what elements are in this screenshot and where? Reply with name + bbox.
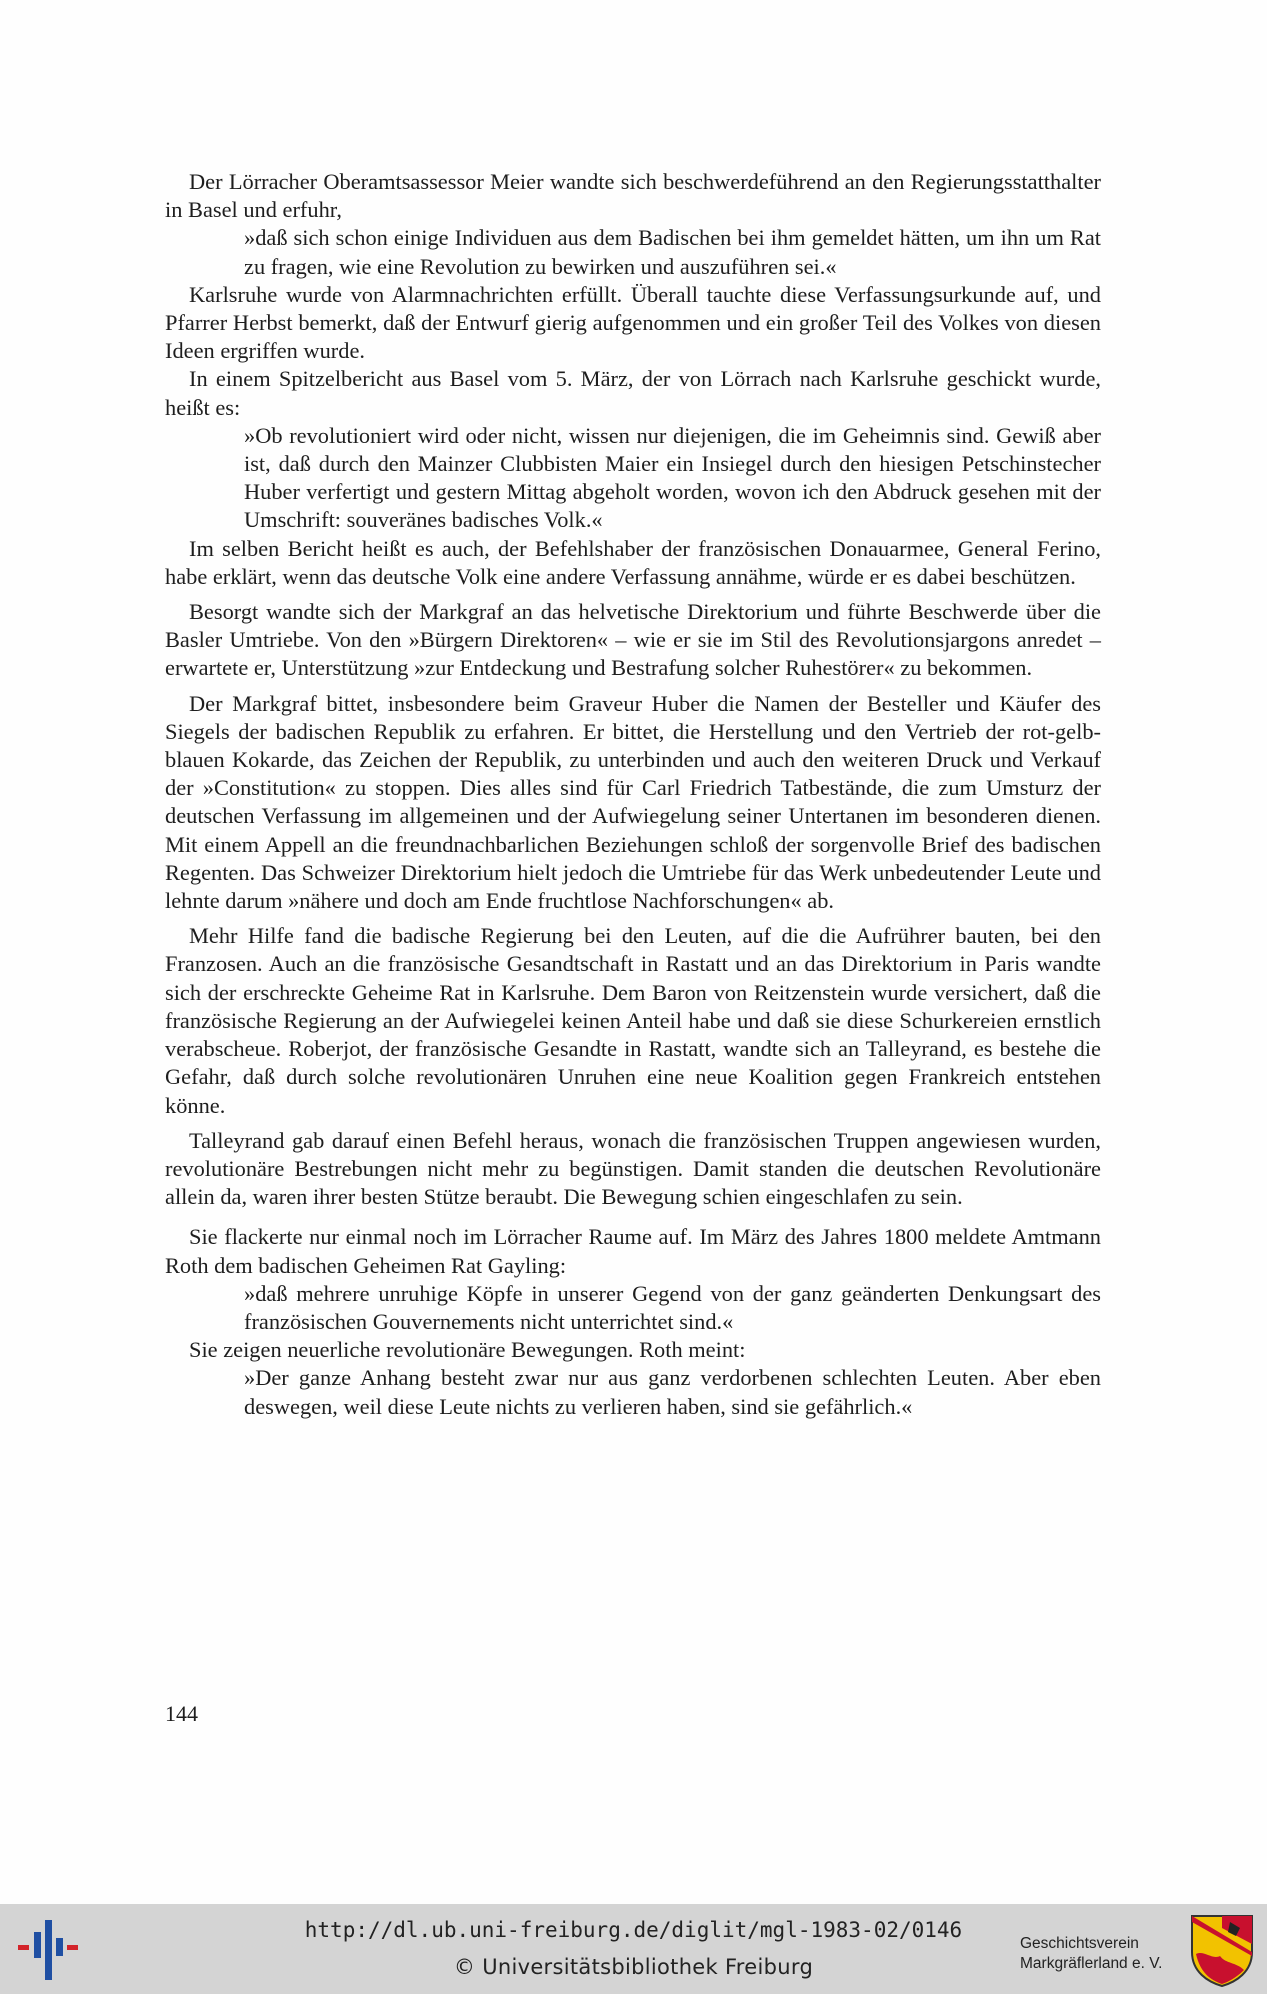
society-name: [1020, 1934, 1185, 1974]
paragraph: Sie zeigen neuerliche revolutionäre Bewegungen. Roth meint:: [189, 1337, 746, 1363]
paragraph: Der Markgraf bittet, insbesondere beim Graveur Huber die Namen der Besteller und Käufer des Siegels der badischen Republik zu erfahren. Er bittet, die Herstellung und den Vertrieb der rot-gelb-blauen Kokarde, das Zeichen der Republik, zu unterbinden und auch den weiteren Druck und Verkauf der »Constitution« zu stoppen. Dies alles sind für Carl Friedrich Tatbestände, die zum Umsturz der deutschen Verfassung im allgemeinen und der Aufwiegelung seiner Untertanen im besonderen dienen. Mit einem Appell an die freundnachbarlichen Beziehungen schloß der sorgenvolle Brief des badischen Regenten. Das Schweizer Direktorium hielt jedoch die Umtriebe für das Werk unbedeutender Leute und lehnte darum »nähere und doch am Ende fruchtlose Nachforschungen« ab.: [165, 690, 1101, 914]
coat-of-arms-icon: [1190, 1914, 1254, 1988]
paragraph: Talleyrand gab darauf einen Befehl heraus, wonach die französischen Truppen angewiesen wurden, revolutionäre Bestrebungen nicht mehr zu begünstigen. Damit standen die deutschen Revolutionäre allein da, waren ihrer besten Stütze beraubt. Die Bewegung schien eingeschlafen zu sein.: [165, 1127, 1101, 1210]
block-quote: »Der ganze Anhang besteht zwar nur aus ganz verdorbenen schlechten Leuten. Aber eben deswegen, weil diese Leute nichts zu verlieren haben, sind sie gefährlich.«: [244, 1365, 1101, 1419]
block-quote: »Ob revolutioniert wird oder nicht, wissen nur diejenigen, die im Geheimnis sind. Gewiß aber ist, daß durch den Mainzer Clubbisten Maier ein Insiegel durch den hiesigen Petschinstecher Huber verfertigt und gestern Mittag abgeholt worden, wovon ich den Abdruck gesehen mit der Umschrift: souveränes badisches Volk.«: [244, 422, 1101, 533]
footer-bar: [0, 1904, 1267, 1994]
paragraph: Im selben Bericht heißt es auch, der Befehlshaber der französischen Donauarmee, General Ferino, habe erklärt, wenn das deutsche Volk eine andere Verfassung annähme, würde er es dabei beschützen.: [165, 535, 1101, 589]
society-name-line1: Geschichtsverein: [1020, 1935, 1139, 1952]
page-number: 144: [165, 1701, 198, 1726]
paragraph: Mehr Hilfe fand die badische Regierung bei den Leuten, auf die die Aufrührer bauten, bei den Franzosen. Auch an die französische Gesandtschaft in Rastatt und an das Direktorium in Paris wandte sich der erschreckte Geheime Rat in Karlsruhe. Dem Baron von Reitzenstein wurde versichert, daß die französische Regierung an der Aufwiegelei keinen Anteil habe und daß sie diese Schurkereien ernstlich verabscheue. Roberjot, der französische Gesandte in Rastatt, wandte sich an Talleyrand, es bestehe die Gefahr, daß durch solche revolutionären Unruhen eine neue Koalition gegen Frankreich entstehen könne.: [165, 923, 1101, 1118]
paragraph: Der Lörracher Oberamtsassessor Meier wandte sich beschwerdeführend an den Regierungsstatthalter in Basel und erfuhr,: [165, 169, 1101, 223]
block-quote: »daß mehrere unruhige Köpfe in unserer Gegend von der ganz geänderten Denkungsart des französischen Gouvernements nicht unterrichtet sind.«: [244, 1280, 1101, 1334]
paragraph: Karlsruhe wurde von Alarmnachrichten erfüllt. Überall tauchte diese Verfassungsurkunde auf, und Pfarrer Herbst bemerkt, daß der Entwurf gierig aufgenommen und ein großer Teil des Volkes von diesen Ideen ergriffen wurde.: [165, 281, 1101, 364]
society-name-line2: Markgräflerland e. V.: [1020, 1955, 1163, 1972]
copyright-text: © Universitätsbibliothek Freiburg: [453, 1955, 814, 1979]
source-url-link[interactable]: http://dl.ub.uni-freiburg.de/diglit/mgl-1983-02/0146: [304, 1918, 963, 1942]
body-text: [165, 168, 1101, 1421]
paragraph: Besorgt wandte sich der Markgraf an das helvetische Direktorium und führte Beschwerde über die Basler Umtriebe. Von den »Bürgern Direktoren« – wie er sie im Stil des Revolutionsjargons anredet – erwartete er, Unterstützung »zur Entdeckung und Bestrafung solcher Ruhestörer« zu bekommen.: [165, 599, 1101, 681]
paragraph: In einem Spitzelbericht aus Basel vom 5. März, der von Lörrach nach Karlsruhe geschickt wurde, heißt es:: [165, 366, 1101, 420]
block-quote: »daß sich schon einige Individuen aus dem Badischen bei ihm gemeldet hätten, um ihn um Rat zu fragen, wie eine Revolution zu bewirken und auszuführen sei.«: [244, 225, 1101, 279]
paragraph: Sie flackerte nur einmal noch im Lörracher Raume auf. Im März des Jahres 1800 meldete Amtmann Roth dem badischen Geheimen Rat Gayling:: [165, 1224, 1101, 1278]
